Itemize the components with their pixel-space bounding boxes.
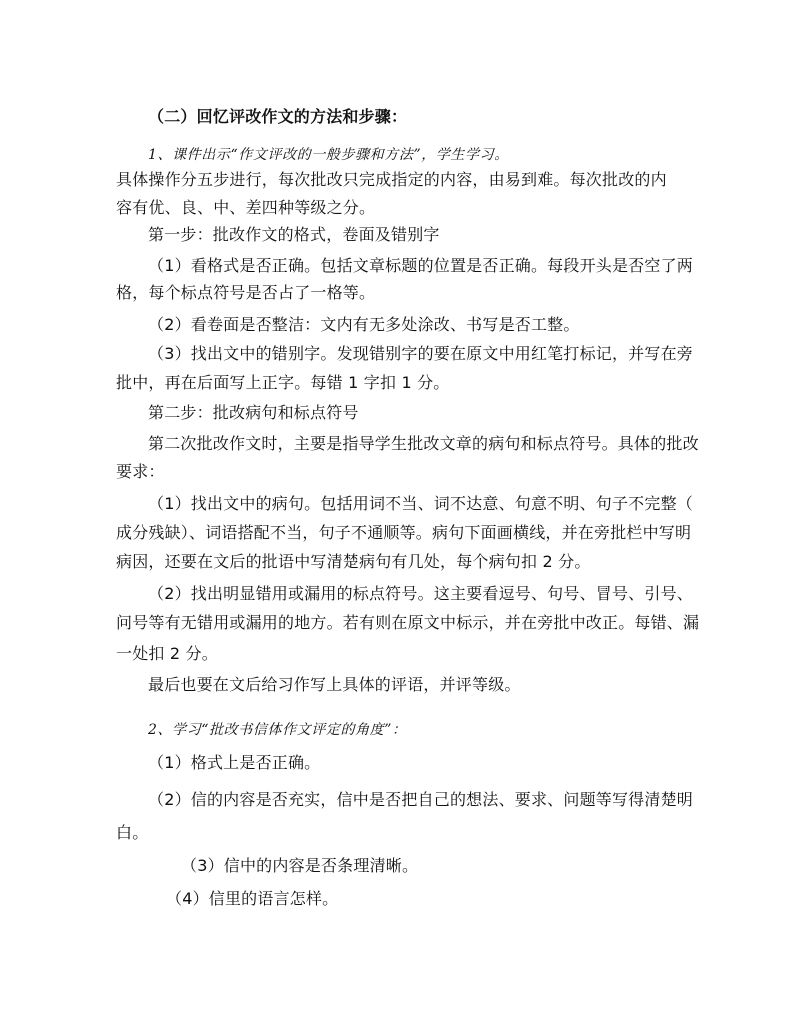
step2-intro-line1: 第二次批改作文时，主要是指导学生批改文章的病句和标点符号。具体的批改	[148, 434, 699, 453]
step2-paragraph2-line3: 一处扣 2 分。	[116, 644, 218, 663]
step1-title: 第一步：批改作文的格式，卷面及错别字	[148, 225, 440, 244]
step1-paragraph3-line2: 批中，再在后面写上正字。每错 1 字扣 1 分。	[116, 373, 450, 392]
step1-paragraph3-line1: （3）找出文中的错别字。发现错别字的要在原文中用红笔打标记，并写在旁	[148, 344, 693, 363]
step1-paragraph1-line1: （1）看格式是否正确。包括文章标题的位置是否正确。每段开头是否空了两	[148, 256, 693, 275]
item2-point1: （1）格式上是否正确。	[148, 753, 321, 772]
item2-point2-line2: 白。	[116, 823, 149, 842]
item2-point3: （3）信中的内容是否条理清晰。	[181, 856, 419, 875]
item2-point2-line1: （2）信的内容是否充实，信中是否把自己的想法、要求、问题等写得清楚明	[148, 790, 693, 809]
step2-paragraph1-line1: （1）找出文中的病句。包括用词不当、词不达意、句意不明、句子不完整（	[148, 494, 693, 513]
intro-line-1: 具体操作分五步进行，每次批改只完成指定的内容，由易到难。每次批改的内	[116, 170, 667, 189]
step1-paragraph1-line2: 格，每个标点符号是否占了一格等。	[116, 283, 376, 302]
step1-paragraph2: （2）看卷面是否整洁：文内有无多处涂改、书写是否工整。	[148, 315, 580, 334]
step2-title: 第二步：批改病句和标点符号	[148, 403, 359, 422]
intro-line-2: 容有优、良、中、差四种等级之分。	[116, 198, 376, 217]
closing-sentence: 最后也要在文后给习作写上具体的评语，并评等级。	[148, 675, 521, 694]
step2-paragraph2-line2: 问号等有无错用或漏用的地方。若有则在原文中标示，并在旁批中改正。每错、漏	[116, 613, 700, 632]
item2-title: 2、学习“批改书信体作文评定的角度”：	[148, 722, 407, 738]
section-heading: （二）回忆评改作文的方法和步骤：	[148, 107, 408, 126]
step2-intro-line2: 要求：	[116, 462, 165, 481]
item2-point4: （4）信里的语言怎样。	[166, 889, 339, 908]
item1-title: 1、课件出示“作文评改的一般步骤和方法”，学生学习。	[148, 147, 509, 163]
step2-paragraph1-line2: 成分残缺）、词语搭配不当，句子不通顺等。病句下面画横线，并在旁批栏中写明	[116, 523, 692, 542]
step2-paragraph1-line3: 病因，还要在文后的批语中写清楚病句有几处，每个病句扣 2 分。	[116, 552, 591, 571]
step2-paragraph2-line1: （2）找出明显错用或漏用的标点符号。这主要看逗号、句号、冒号、引号、	[148, 584, 693, 603]
